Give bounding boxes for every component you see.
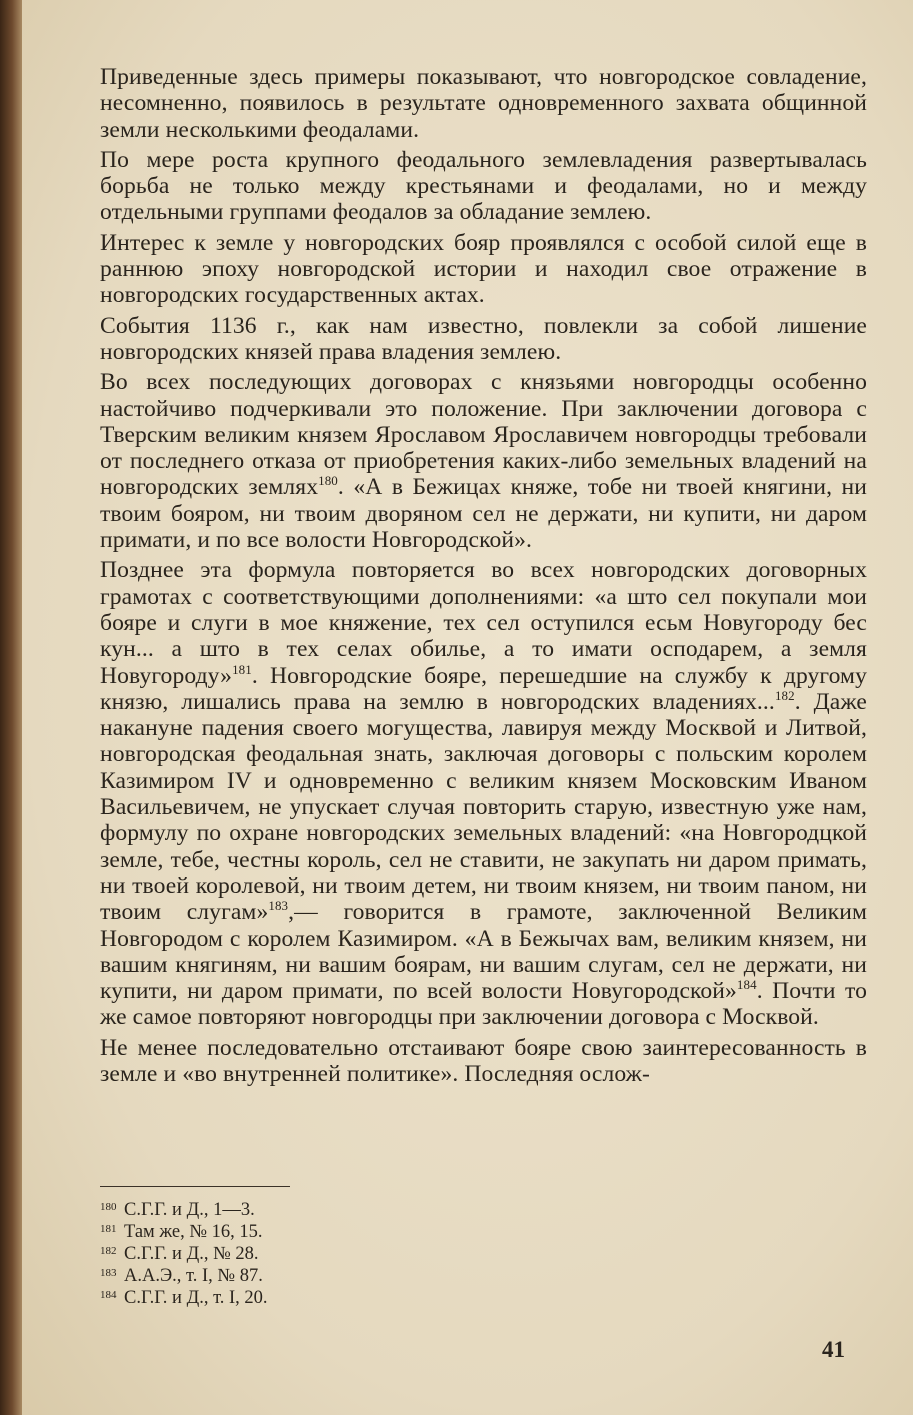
footnote-rule [100,1186,290,1187]
footnote-ref[interactable]: 181 [232,661,252,677]
footnote-number: 182 [100,1245,117,1257]
footnote-text: С.Г.Г. и Д., 1—3. [124,1200,255,1220]
paragraph-text: По мере роста крупного феодального землевладения развертывалась борьба не только между крестьянами и феодалами, но и между отдельными группами феодалов за обладание землею. [100,146,867,226]
paragraph-text: . Даже накануне падения своего могущества, лавируя между Москвой и Литвой, новгородская феодальная знать, заключая договоры с польским королем Казимиром IV и одновременно с великим князем Московским Иваном Васильевичем, не упускает случая повторить старую, известную уже нам, формулу по охране новгородских земельных владений: «на Новгородцкой земле, тебе, честны король, сел не ставити, не закупать ни даром примать, ни твоей королевой, ни твоим детем, ни твоим князем, ни твоим паном, ни твоим слугам» [100,688,867,926]
footnote-ref[interactable]: 180 [318,473,338,489]
main-text [100,64,867,1091]
paragraph [100,1035,867,1088]
footnote-number: 180 [100,1201,117,1213]
footnote-text: С.Г.Г. и Д., № 28. [124,1244,259,1264]
paragraph [100,64,867,143]
footnote-text: А.А.Э., т. I, № 87. [124,1266,263,1286]
footnote-ref[interactable]: 184 [736,977,757,993]
paragraph-text: Не менее последовательно отстаивают бояре свою заинтересованность в земле и «во внутренней политике». Последняя ослож- [100,1034,867,1087]
book-page [22,0,913,1415]
footnote-ref[interactable]: 183 [268,898,289,914]
paragraph-text: События 1136 г., как нам известно, повлекли за собой лишение новгородских князей права владения землею. [100,312,867,365]
footnote-number: 181 [100,1223,117,1235]
footnote [100,1266,500,1288]
footnote-text: Там же, № 16, 15. [124,1222,263,1242]
paragraph [100,147,867,226]
footnote [100,1288,500,1310]
paragraph-text: Приведенные здесь примеры показывают, что новгородское совладение, несомненно, появилось в результате одновременного захвата общинной земли несколькими феодалами. [100,64,867,143]
footnotes [100,1200,500,1310]
paragraph [100,369,867,553]
footnote-ref[interactable]: 182 [774,687,795,703]
paragraph [100,313,867,366]
paragraph-text: ,— говорится в грамоте, заключенной Великим Новгородом с королем Казимиром. «А в Бежычах вам, великим князем, ни вашим княгиням, ни вашим боярам, ни вашим слугам, сел не держати, ни купити, ни даром примати, по всей волости Новугородской» [100,899,868,1005]
footnote [100,1200,500,1222]
paragraph [100,230,867,309]
paragraph-text: Позднее эта формула повторяется во всех новгородских договорных грамотах с соответствующими дополнениями: «а што сел покупали мои бояре и слуги в мое княжение, тех сел оступился есьм Новугороду бес кун... а што в тех селах обилье, а то имати осподарем, а земля Новугороду» [100,557,867,689]
footnote [100,1244,500,1266]
footnote-number: 183 [100,1267,117,1279]
page-number: 41 [822,1337,845,1362]
footnote-text: С.Г.Г. и Д., т. I, 20. [124,1288,268,1308]
paragraph [100,557,867,1030]
paragraph-text: . «А в Бежицах княже, тобе ни твоей княгини, ни твоим бояром, ни твоим дворяном сел не держати, ни купити, ни даром примати, и по все волости Новгородской». [100,474,867,554]
paragraph-text: . Почти то же самое повторяют новгородцы при заключении договора с Москвой. [100,978,867,1031]
footnote [100,1222,500,1244]
book-spine-shadow [0,0,22,1415]
paragraph-text: . Новгородские бояре, перешедшие на службу к другому князю, лишались права на землю в новгородских владениях... [100,662,867,715]
footnote-number: 184 [100,1289,117,1301]
paragraph-text: Во всех последующих договорах с князьями новгородцы особенно настойчиво подчеркивали это положение. При заключении договора с Тверским великим князем Ярославом Ярославичем новгородцы требовали от последнего отказа от приобретения каких-либо земельных владений на новгородских землях [100,369,867,501]
paragraph-text: Интерес к земле у новгородских бояр проявлялся с особой силой еще в раннюю эпоху новгородской истории и находил свое отражение в новгородских государственных актах. [100,229,867,309]
